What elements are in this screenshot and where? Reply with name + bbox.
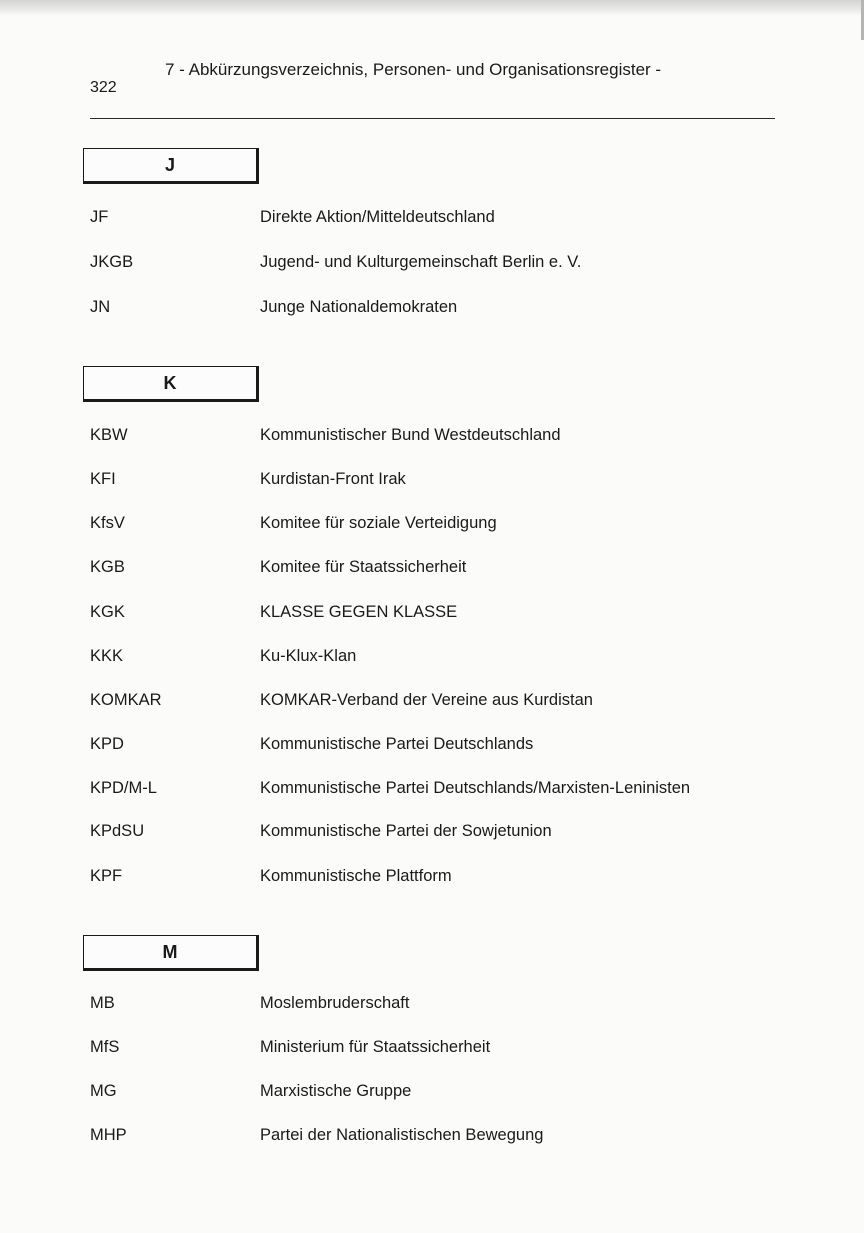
- abbreviation: KKK: [90, 647, 124, 665]
- abbreviation: MB: [90, 994, 115, 1012]
- abbreviation: KBW: [90, 426, 128, 444]
- full-name: Ku-Klux-Klan: [260, 647, 357, 665]
- abbreviation: KOMKAR: [90, 691, 162, 709]
- list-item: [0, 1038, 864, 1062]
- full-name: Jugend- und Kulturgemeinschaft Berlin e. V.: [260, 253, 582, 271]
- abbreviation: MG: [90, 1082, 117, 1100]
- section-header-k: K: [83, 366, 259, 402]
- page-header-title: 7 - Abkürzungsverzeichnis, Personen- und Organisationsregister -: [165, 60, 662, 79]
- abbreviation: KPF: [90, 867, 123, 885]
- list-item: [0, 1126, 864, 1150]
- list-item: [0, 647, 864, 671]
- full-name: Kommunistische Partei der Sowjetunion: [260, 822, 552, 840]
- list-item: [0, 558, 864, 582]
- full-name: Kurdistan-Front Irak: [260, 470, 406, 488]
- abbreviation: MHP: [90, 1126, 127, 1144]
- full-name: Kommunistischer Bund Westdeutschland: [260, 426, 561, 444]
- full-name: KOMKAR-Verband der Vereine aus Kurdistan: [260, 691, 593, 709]
- list-item: [0, 735, 864, 759]
- list-item: [0, 867, 864, 891]
- full-name: Direkte Aktion/Mitteldeutschland: [260, 208, 495, 226]
- abbreviation: KPdSU: [90, 822, 145, 840]
- full-name: Komitee für Staatssicherheit: [260, 558, 467, 576]
- full-name: Junge Nationaldemokraten: [260, 298, 458, 316]
- abbreviation: MfS: [90, 1038, 120, 1056]
- list-item: [0, 470, 864, 494]
- full-name: Kommunistische Plattform: [260, 867, 452, 885]
- full-name: Marxistische Gruppe: [260, 1082, 412, 1100]
- abbreviation: JKGB: [90, 253, 134, 271]
- full-name: Komitee für soziale Verteidigung: [260, 514, 497, 532]
- page-number: 322: [90, 79, 117, 96]
- full-name: Ministerium für Staatssicherheit: [260, 1038, 491, 1056]
- abbreviation: KGB: [90, 558, 125, 576]
- list-item: [0, 253, 864, 277]
- abbreviation: KPD: [90, 735, 124, 753]
- full-name: Kommunistische Partei Deutschlands/Marxisten-Leninisten: [260, 779, 691, 797]
- list-item: [0, 426, 864, 450]
- full-name: Partei der Nationalistischen Bewegung: [260, 1126, 544, 1144]
- list-item: [0, 208, 864, 232]
- list-item: [0, 779, 864, 803]
- abbreviation: JN: [90, 298, 111, 316]
- list-item: [0, 1082, 864, 1106]
- list-item: [0, 603, 864, 627]
- section-header-m: M: [83, 935, 259, 971]
- section-header-j: J: [83, 148, 259, 184]
- full-name: Moslembruderschaft: [260, 994, 410, 1012]
- list-item: [0, 298, 864, 322]
- list-item: [0, 822, 864, 846]
- list-item: [0, 691, 864, 715]
- list-item: [0, 994, 864, 1018]
- abbreviation: KGK: [90, 603, 125, 621]
- abbreviation: KfsV: [90, 514, 125, 532]
- header-divider: [90, 118, 775, 119]
- abbreviation: JF: [90, 208, 109, 226]
- list-item: [0, 514, 864, 538]
- full-name: Kommunistische Partei Deutschlands: [260, 735, 534, 753]
- scan-shadow-top: [0, 0, 864, 16]
- full-name: KLASSE GEGEN KLASSE: [260, 603, 458, 621]
- abbreviation: KFI: [90, 470, 116, 488]
- abbreviation: KPD/M-L: [90, 779, 157, 797]
